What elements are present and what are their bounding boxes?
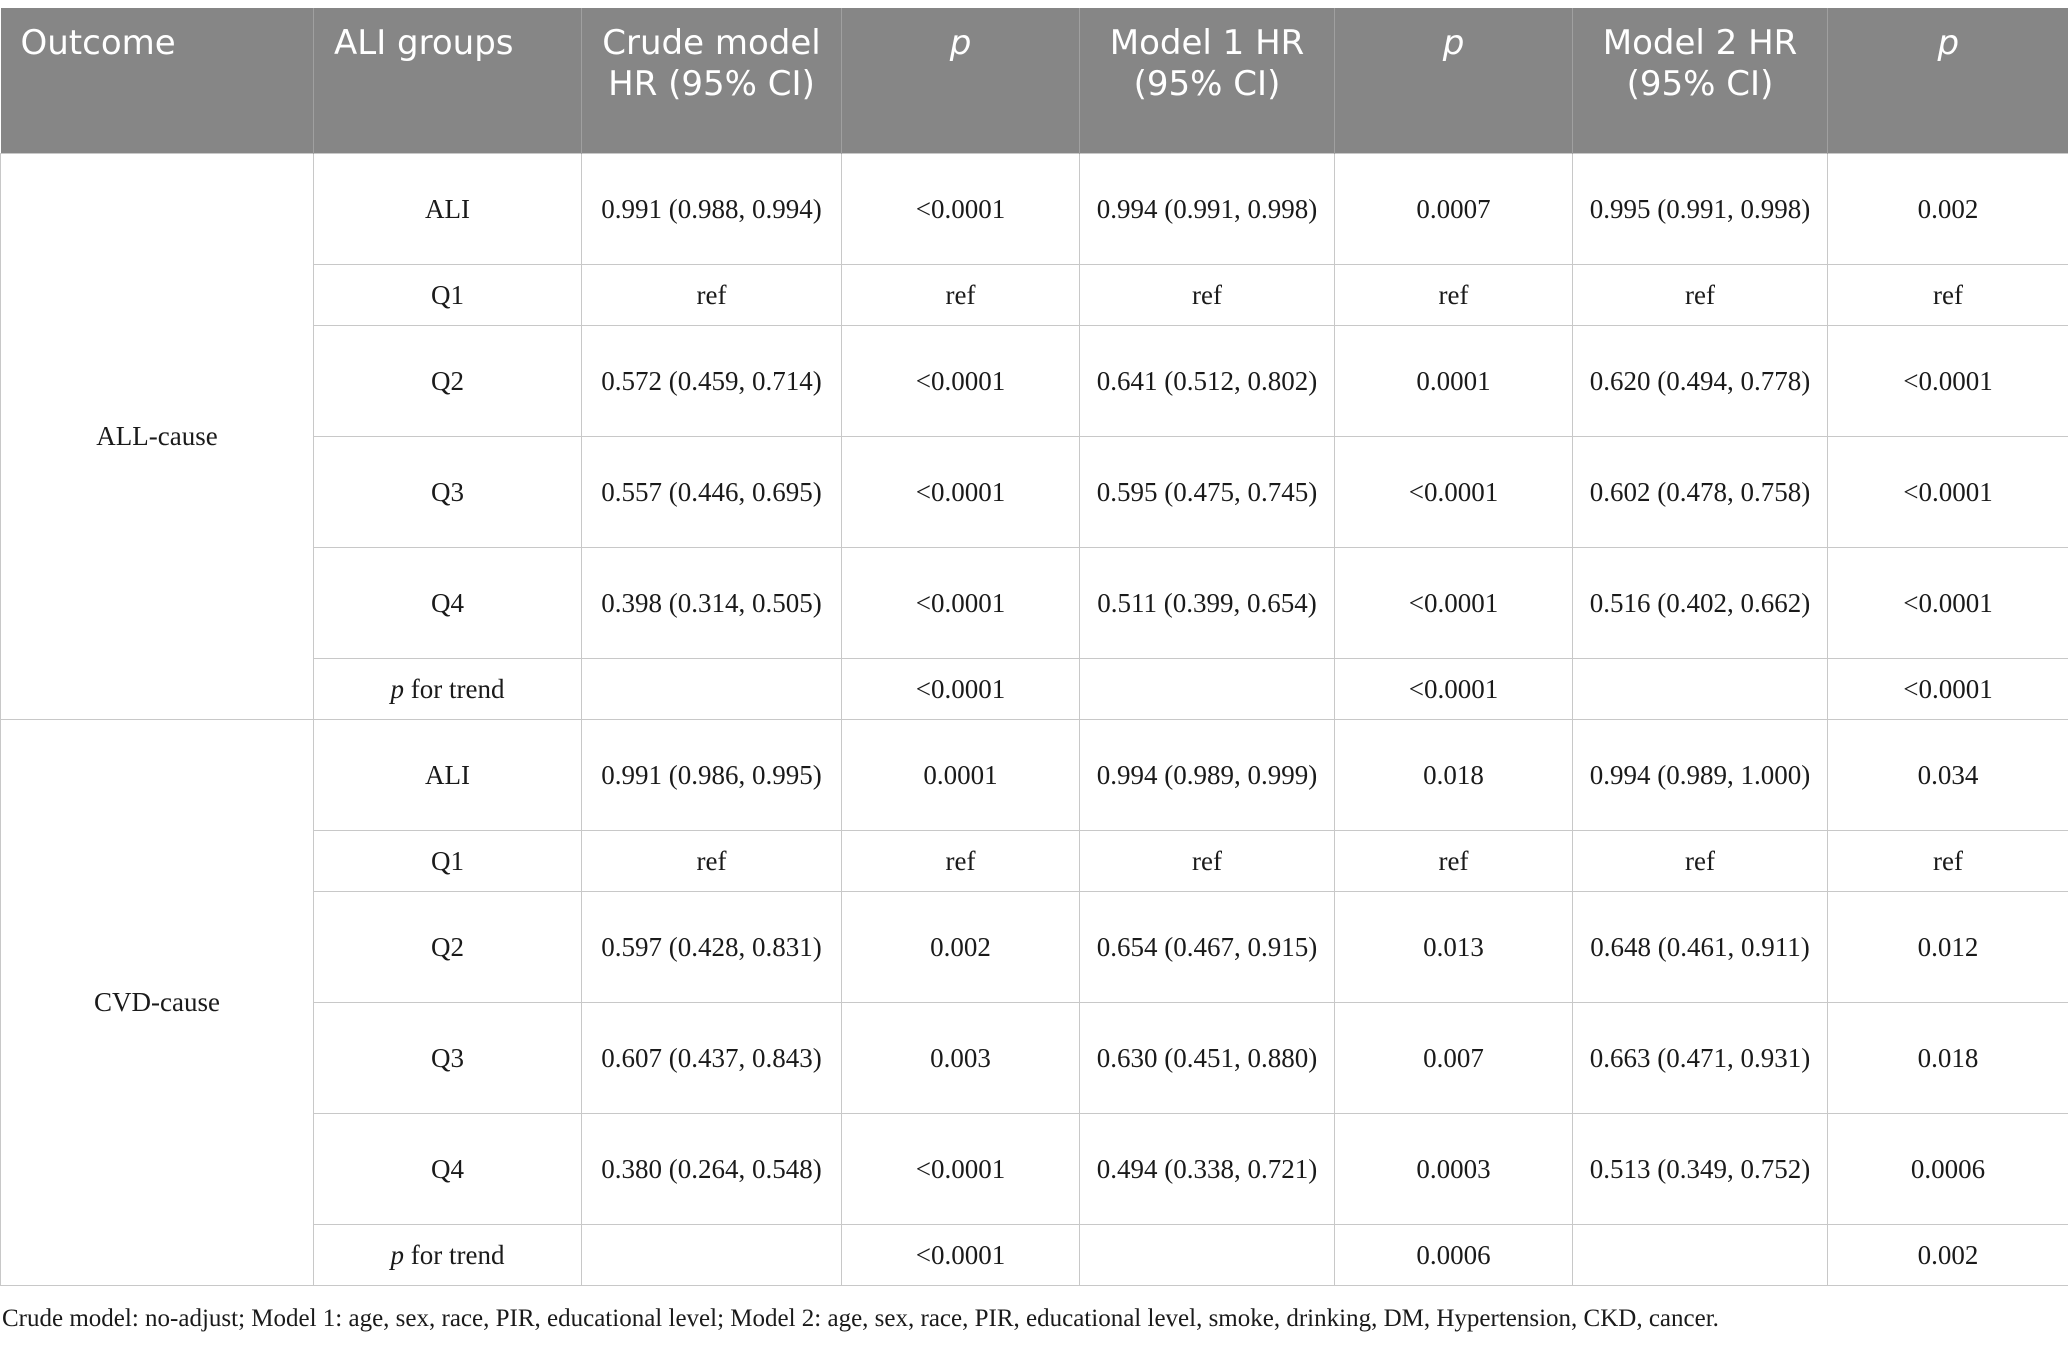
header-crude-hr: Crude model HR (95% CI) xyxy=(582,8,842,153)
p-cell: 0.0001 xyxy=(1335,325,1573,436)
outcome-cell: ALL-cause xyxy=(1,153,314,719)
p-cell: <0.0001 xyxy=(842,1113,1080,1224)
group-cell: Q1 xyxy=(314,830,582,891)
model1-hr-cell: 0.630 (0.451, 0.880) xyxy=(1080,1002,1335,1113)
group-cell: Q3 xyxy=(314,1002,582,1113)
p-symbol: p xyxy=(390,673,405,704)
model2-hr-cell: 0.663 (0.471, 0.931) xyxy=(1573,1002,1828,1113)
model1-hr-cell xyxy=(1080,1224,1335,1285)
model1-hr-cell: ref xyxy=(1080,264,1335,325)
p-cell: <0.0001 xyxy=(1828,436,2068,547)
model1-hr-cell: 0.994 (0.989, 0.999) xyxy=(1080,719,1335,830)
p-for-trend-label xyxy=(314,658,582,719)
model2-hr-cell: 0.648 (0.461, 0.911) xyxy=(1573,891,1828,1002)
p-cell: <0.0001 xyxy=(1335,547,1573,658)
crude-hr-cell: 0.991 (0.988, 0.994) xyxy=(582,153,842,264)
p-cell: 0.0007 xyxy=(1335,153,1573,264)
crude-hr-cell: ref xyxy=(582,830,842,891)
header-model2-hr: Model 2 HR (95% CI) xyxy=(1573,8,1828,153)
group-cell: Q4 xyxy=(314,547,582,658)
crude-hr-cell: 0.572 (0.459, 0.714) xyxy=(582,325,842,436)
p-cell: 0.012 xyxy=(1828,891,2068,1002)
p-cell: ref xyxy=(842,264,1080,325)
p-cell: 0.002 xyxy=(1828,153,2068,264)
model2-hr-cell: 0.995 (0.991, 0.998) xyxy=(1573,153,1828,264)
header-model1-hr: Model 1 HR (95% CI) xyxy=(1080,8,1335,153)
group-cell: ALI xyxy=(314,719,582,830)
model2-hr-cell: 0.994 (0.989, 1.000) xyxy=(1573,719,1828,830)
crude-hr-cell: 0.557 (0.446, 0.695) xyxy=(582,436,842,547)
p-cell: <0.0001 xyxy=(842,153,1080,264)
p-cell: 0.003 xyxy=(842,1002,1080,1113)
p-symbol: p xyxy=(390,1239,405,1270)
group-cell: ALI xyxy=(314,153,582,264)
crude-hr-cell xyxy=(582,658,842,719)
p-cell: <0.0001 xyxy=(842,325,1080,436)
p-cell: 0.002 xyxy=(842,891,1080,1002)
p-cell: 0.0006 xyxy=(1828,1113,2068,1224)
model1-hr-cell xyxy=(1080,658,1335,719)
p-cell: ref xyxy=(1828,264,2068,325)
p-cell: <0.0001 xyxy=(842,1224,1080,1285)
p-for-trend-label xyxy=(314,1224,582,1285)
model2-hr-cell: ref xyxy=(1573,830,1828,891)
model2-hr-cell xyxy=(1573,1224,1828,1285)
model2-hr-cell: 0.516 (0.402, 0.662) xyxy=(1573,547,1828,658)
crude-hr-cell: 0.597 (0.428, 0.831) xyxy=(582,891,842,1002)
model2-hr-cell: 0.620 (0.494, 0.778) xyxy=(1573,325,1828,436)
model1-hr-cell: 0.641 (0.512, 0.802) xyxy=(1080,325,1335,436)
p-cell: <0.0001 xyxy=(1335,436,1573,547)
p-cell: ref xyxy=(1828,830,2068,891)
crude-hr-cell: 0.380 (0.264, 0.548) xyxy=(582,1113,842,1224)
p-cell: <0.0001 xyxy=(1828,547,2068,658)
crude-hr-cell: 0.607 (0.437, 0.843) xyxy=(582,1002,842,1113)
p-cell: 0.013 xyxy=(1335,891,1573,1002)
crude-hr-cell: ref xyxy=(582,264,842,325)
group-cell: Q1 xyxy=(314,264,582,325)
p-cell: 0.0006 xyxy=(1335,1224,1573,1285)
p-cell: 0.0001 xyxy=(842,719,1080,830)
table-row xyxy=(1,719,2068,830)
p-cell: 0.034 xyxy=(1828,719,2068,830)
group-cell: Q2 xyxy=(314,891,582,1002)
model1-hr-cell: 0.511 (0.399, 0.654) xyxy=(1080,547,1335,658)
p-cell: 0.007 xyxy=(1335,1002,1573,1113)
model2-hr-cell: ref xyxy=(1573,264,1828,325)
p-cell: 0.002 xyxy=(1828,1224,2068,1285)
p-cell: 0.018 xyxy=(1335,719,1573,830)
hazard-ratio-table xyxy=(0,8,2068,1286)
table-body xyxy=(1,153,2068,1285)
p-cell: <0.0001 xyxy=(1828,325,2068,436)
model1-hr-cell: ref xyxy=(1080,830,1335,891)
crude-hr-cell xyxy=(582,1224,842,1285)
outcome-cell: CVD-cause xyxy=(1,719,314,1285)
p-cell: 0.018 xyxy=(1828,1002,2068,1113)
header-p-model1: p xyxy=(1335,8,1573,153)
p-cell: <0.0001 xyxy=(842,547,1080,658)
model1-hr-cell: 0.595 (0.475, 0.745) xyxy=(1080,436,1335,547)
table-header xyxy=(1,8,2068,153)
group-cell: Q2 xyxy=(314,325,582,436)
model1-hr-cell: 0.494 (0.338, 0.721) xyxy=(1080,1113,1335,1224)
p-cell: ref xyxy=(842,830,1080,891)
model1-hr-cell: 0.994 (0.991, 0.998) xyxy=(1080,153,1335,264)
table-footnote: Crude model: no-adjust; Model 1: age, sex, race, PIR, educational level; Model 2: age, sex, race, PIR, educational level, smoke, drinking, DM, Hypertension, CKD, cancer. xyxy=(2,1305,1719,1332)
crude-hr-cell: 0.398 (0.314, 0.505) xyxy=(582,547,842,658)
table-row xyxy=(1,153,2068,264)
crude-hr-cell: 0.991 (0.986, 0.995) xyxy=(582,719,842,830)
p-cell: <0.0001 xyxy=(1828,658,2068,719)
model2-hr-cell: 0.602 (0.478, 0.758) xyxy=(1573,436,1828,547)
for-trend-text: for trend xyxy=(404,673,505,704)
model2-hr-cell: 0.513 (0.349, 0.752) xyxy=(1573,1113,1828,1224)
header-p-crude: p xyxy=(842,8,1080,153)
p-cell: <0.0001 xyxy=(842,436,1080,547)
p-cell: 0.0003 xyxy=(1335,1113,1573,1224)
header-ali-groups: ALI groups xyxy=(314,8,582,153)
header-outcome: Outcome xyxy=(1,8,314,153)
p-cell: ref xyxy=(1335,264,1573,325)
p-cell: <0.0001 xyxy=(842,658,1080,719)
for-trend-text: for trend xyxy=(404,1239,505,1270)
p-cell: ref xyxy=(1335,830,1573,891)
model1-hr-cell: 0.654 (0.467, 0.915) xyxy=(1080,891,1335,1002)
p-cell: <0.0001 xyxy=(1335,658,1573,719)
group-cell: Q3 xyxy=(314,436,582,547)
group-cell: Q4 xyxy=(314,1113,582,1224)
model2-hr-cell xyxy=(1573,658,1828,719)
header-p-model2: p xyxy=(1828,8,2068,153)
